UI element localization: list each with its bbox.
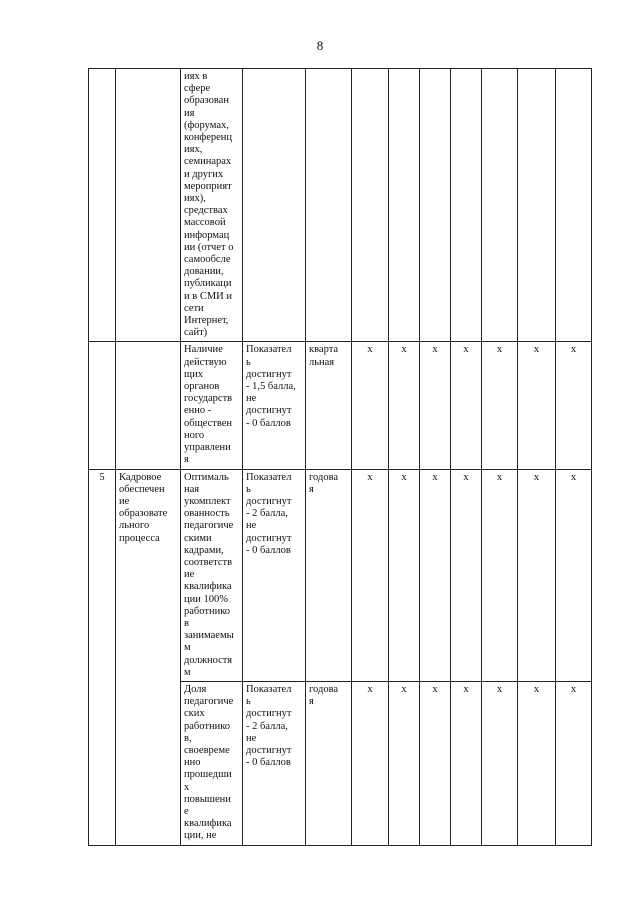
criteria-table [88,68,592,846]
mark-cell: х [556,469,592,681]
criterion-cell: Показател ь достигнут - 1,5 балла, не достигнут - 0 баллов [243,342,306,469]
mark-cell: х [518,681,556,845]
mark-cell: х [420,681,451,845]
table-row [89,469,592,681]
mark-cell [389,69,420,342]
criterion-cell [243,69,306,342]
criterion-cell: Показател ь достигнут - 2 балла, не достигнут - 0 баллов [243,681,306,845]
mark-cell: х [518,342,556,469]
mark-cell: х [420,469,451,681]
period-cell: годова я [306,681,352,845]
mark-cell [420,69,451,342]
page-number: 8 [316,38,324,53]
mark-cell: х [451,681,482,845]
indicator-cell: Оптималь ная укомплект ованность педагогиче скими кадрами, соответств ие квалифика ции 100% работнико в занимаемы м должностя м [181,469,243,681]
mark-cell: х [556,681,592,845]
group-cell: Кадровое обеспечен ие образовате льного процесса [116,469,181,845]
mark-cell: х [556,342,592,469]
row-number-cell [89,342,116,469]
indicator-cell: Доля педагогиче ских работнико в, своевреме нно прошедши х повышени е квалифика ции, не [181,681,243,845]
mark-cell: х [482,342,518,469]
mark-cell: х [451,342,482,469]
mark-cell [518,69,556,342]
mark-cell: х [482,469,518,681]
mark-cell: х [518,469,556,681]
indicator-cell: Наличие действую щих органов государств енно - обществен ного управлени я [181,342,243,469]
mark-cell: х [389,342,420,469]
period-cell: кварта льная [306,342,352,469]
mark-cell [451,69,482,342]
period-cell [306,69,352,342]
group-cell [116,69,181,342]
mark-cell: х [389,681,420,845]
row-number-cell: 5 [89,469,116,845]
mark-cell: х [420,342,451,469]
mark-cell: х [482,681,518,845]
mark-cell: х [352,342,389,469]
mark-cell: х [352,469,389,681]
mark-cell [556,69,592,342]
table-row [89,342,592,469]
mark-cell: х [389,469,420,681]
table-row [89,69,592,342]
row-number-cell [89,69,116,342]
indicator-cell: иях в сфере образован ия (форумах, конференц иях, семинарах и других мероприят иях), средствах массовой информац ии (отчет о самообсле довании, публикаци и в СМИ и сети Интернет, сайт) [181,69,243,342]
mark-cell: х [352,681,389,845]
criterion-cell: Показател ь достигнут - 2 балла, не достигнут - 0 баллов [243,469,306,681]
group-cell [116,342,181,469]
mark-cell [482,69,518,342]
period-cell: годова я [306,469,352,681]
mark-cell [352,69,389,342]
mark-cell: х [451,469,482,681]
